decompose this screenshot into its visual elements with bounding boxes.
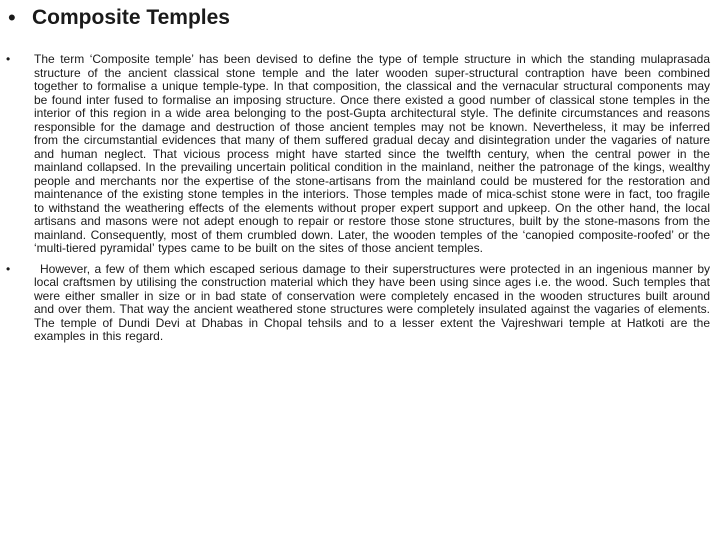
- bullet-icon: •: [6, 261, 11, 276]
- bullet-icon: •: [6, 52, 11, 66]
- paragraph-text-1: The term ‘Composite temple’ has been devised to define the type of temple structure in which the standing mulaprasada structure of the ancient classical stone temple and the later wooden super-structural contraption have been combined together to formalise a unique temple-type. In that composition, the classical and the vernacular structural components may be found inter fused to formalise an imposing structure. Once there existed a good number of classical stone temples in the interior of this region in a wide area belonging to the post-Gupta architectural style. The definite circumstances and reasons responsible for the damage and destruction of those ancient temples may not be known. Nevertheless, it may be inferred from the circumstantial evidences that many of them suffered gradual decay and disintegration under the vagaries of nature and human neglect. That vicious process might have started since the twelfth century, when the central power in the mainland collapsed. In the prevailing uncertain political condition in the mainland, neither the patronage of the kings, wealthy people and merchants nor the expertise of the stone-artisans from the mainland could be mustered for the restoration and maintenance of the existing stone temples in the interiors. Those temples made of mica-schist stone were in fact, too fragile to withstand the weathering effects of the elements without proper expert support and upkeep. On the other hand, the local artisans and masons were not adept enough to repair or restore those stone structures, built by the stone-masons from the mainland. Consequently, most of them crumbled down. Later, the wooden temples of the ‘canopied composite-roofed’ or the ‘multi-tiered pyramidal’ types came to be built on the sites of those ancient temples.: [34, 52, 710, 255]
- paragraph-text-2: However, a few of them which escaped serious damage to their superstructures were protected in an ingenious manner by local craftsmen by utilising the construction material which they have been using since ages i.e. the wood. Such temples that were either smaller in size or in bad state of conservation were completely encased in the wooden structures built around and over them. That way the ancient weathered stone structures were completely insulated against the vagaries of elements. The temple of Dundi Devi at Dhabas in Chopal tehsils and to a lesser extent the Vajreshwari temple at Hatkoti are the examples in this regard.: [34, 261, 710, 343]
- title-row: [8, 2, 230, 34]
- bullet-paragraph-1: [4, 53, 710, 256]
- slide-title: Composite Temples: [32, 6, 230, 29]
- bullet-paragraph-2: [4, 263, 710, 344]
- title-bullet-icon: •: [8, 5, 16, 30]
- bullet-list: [4, 53, 710, 344]
